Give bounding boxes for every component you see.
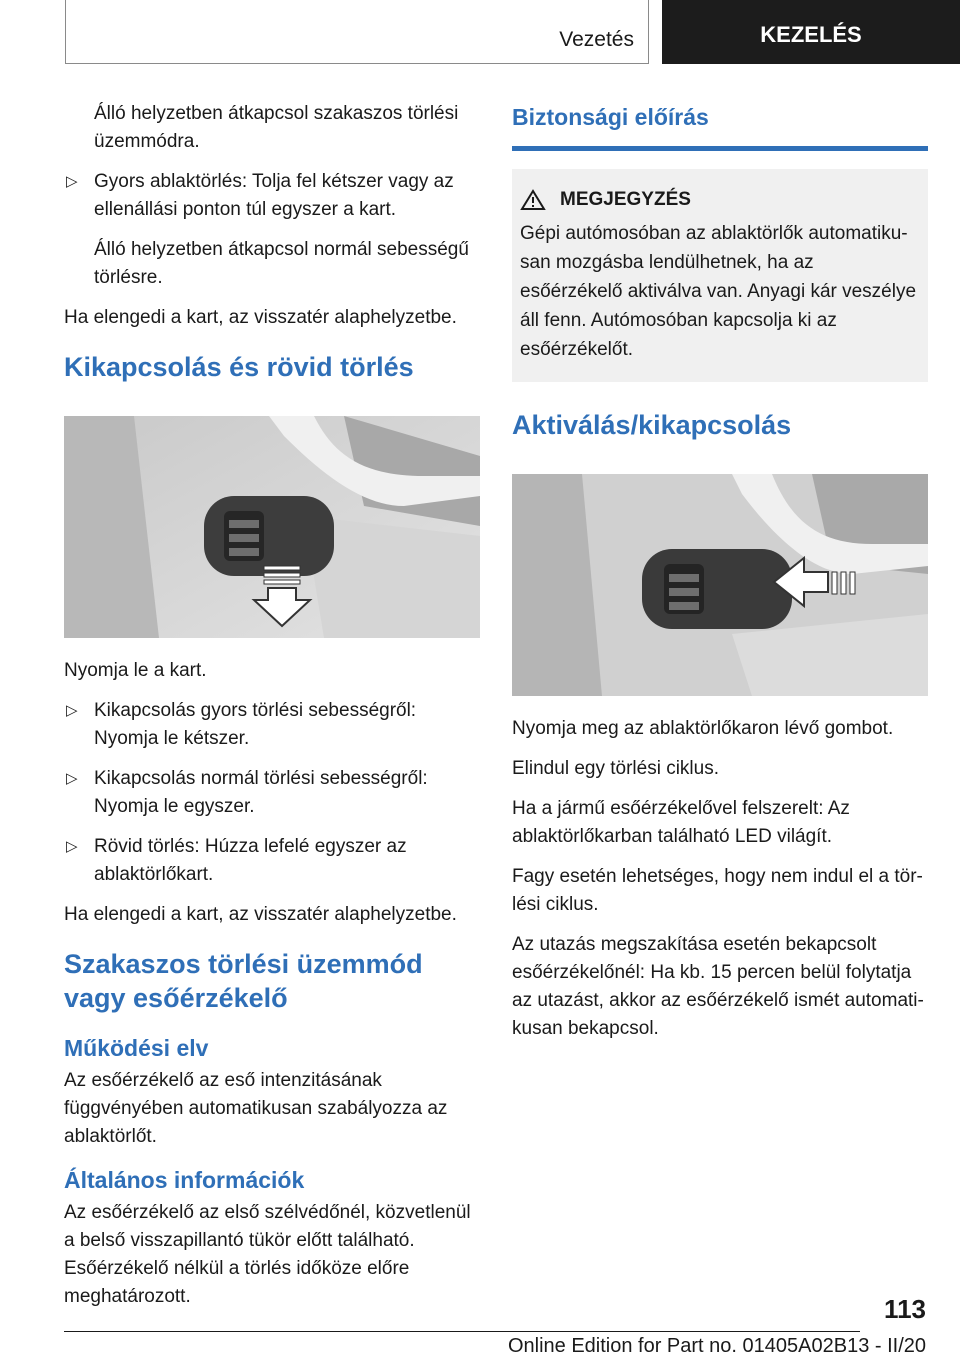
section-heading-activate: Aktiválás/kikapcsolás xyxy=(512,410,792,440)
section-heading-interval: Szakaszos törlési üzemmód vagy esőérzékelő xyxy=(64,949,423,1013)
paragraph: Fagy esetén lehetséges, hogy nem indul el a törlési ciklus. xyxy=(512,866,923,915)
paragraph: Ha elengedi a kart, az visszatér alaphelyzetbe. xyxy=(64,904,457,925)
paragraph: Az esőérzékelő az első szélvédőnél, közvetlenül a belső visszapillantó tükör előtt található. Esőérzékelő nélkül a törlés időköze előre meghatározott. xyxy=(64,1202,471,1307)
list-item: ▷ Gyors ablaktörlés: Tolja fel kétszer vagy az ellenállási ponton túl egyszer a kart. xyxy=(64,168,480,224)
right-column xyxy=(512,100,928,1055)
page-number: 113 xyxy=(884,1294,926,1324)
notice-text: Gépi autómosóban az ablaktörlők automatikusan mozgásba lendülhetnek, ha az esőérzékelő aktiválva van. Anyagi kár veszélye áll fenn. Autómosóban kapcsolja ki az esőérzékelőt. xyxy=(520,223,917,360)
paragraph: Az esőérzékelő az eső intenzitásának függvényében automatikusan szabályozza az ablaktörlőt. xyxy=(64,1070,448,1147)
footer-edition: Online Edition for Part no. 01405A02B13 - II/20 xyxy=(507,1335,926,1357)
warning-triangle-icon xyxy=(520,189,546,211)
triangle-bullet-icon: ▷ xyxy=(66,173,78,190)
subheading-principle: Működési elv xyxy=(64,1035,209,1061)
header-chapter-tab: KEZELÉS xyxy=(662,0,960,64)
paragraph: Az utazás megszakítása esetén bekapcsolt esőérzékelőnél: Ha kb. 15 percen belül folytatja az utazást, akkor az esőérzékelő ismét automatikusan bekapcsol. xyxy=(512,934,924,1039)
triangle-bullet-icon: ▷ xyxy=(66,838,78,855)
header-section-title: Vezetés xyxy=(559,28,634,51)
section-heading-off: Kikapcsolás és rövid törlés xyxy=(64,352,414,382)
paragraph: Ha a jármű esőérzékelővel felszerelt: Az ablaktörlőkarban található LED világít. xyxy=(512,798,850,847)
paragraph: Álló helyzetben átkapcsol normál sebességű törlésre. xyxy=(94,239,469,288)
triangle-bullet-icon: ▷ xyxy=(66,770,78,787)
list-item: ▷ Rövid törlés: Húzza lefelé egyszer az ablaktörlőkart. xyxy=(64,833,480,889)
list-item: ▷ Kikapcsolás normál törlési sebességről: Nyomja le egyszer. xyxy=(64,765,480,821)
notice-box xyxy=(512,169,928,382)
section-heading-safety: Biztonsági előírás xyxy=(512,100,928,151)
notice-title: MEGJEGYZÉS xyxy=(520,189,920,211)
photo-caption: Nyomja meg az ablaktörlőkaron lévő gombot. xyxy=(512,718,894,739)
wiper-button-photo xyxy=(512,474,928,696)
subheading-general: Általános információk xyxy=(64,1167,305,1193)
photo-caption: Nyomja le a kart. xyxy=(64,660,207,681)
list-item: ▷ Kikapcsolás gyors törlési sebességről: Nyomja le kétszer. xyxy=(64,697,480,753)
paragraph: Ha elengedi a kart, az visszatér alaphelyzetbe. xyxy=(64,307,457,328)
paragraph: Elindul egy törlési ciklus. xyxy=(512,758,719,779)
footer-divider xyxy=(64,1331,860,1332)
left-column xyxy=(64,100,480,1323)
wiper-lever-down-photo xyxy=(64,416,480,638)
paragraph: Álló helyzetben átkapcsol szakaszos törlési üzemmódra. xyxy=(94,103,459,152)
triangle-bullet-icon: ▷ xyxy=(66,702,78,719)
